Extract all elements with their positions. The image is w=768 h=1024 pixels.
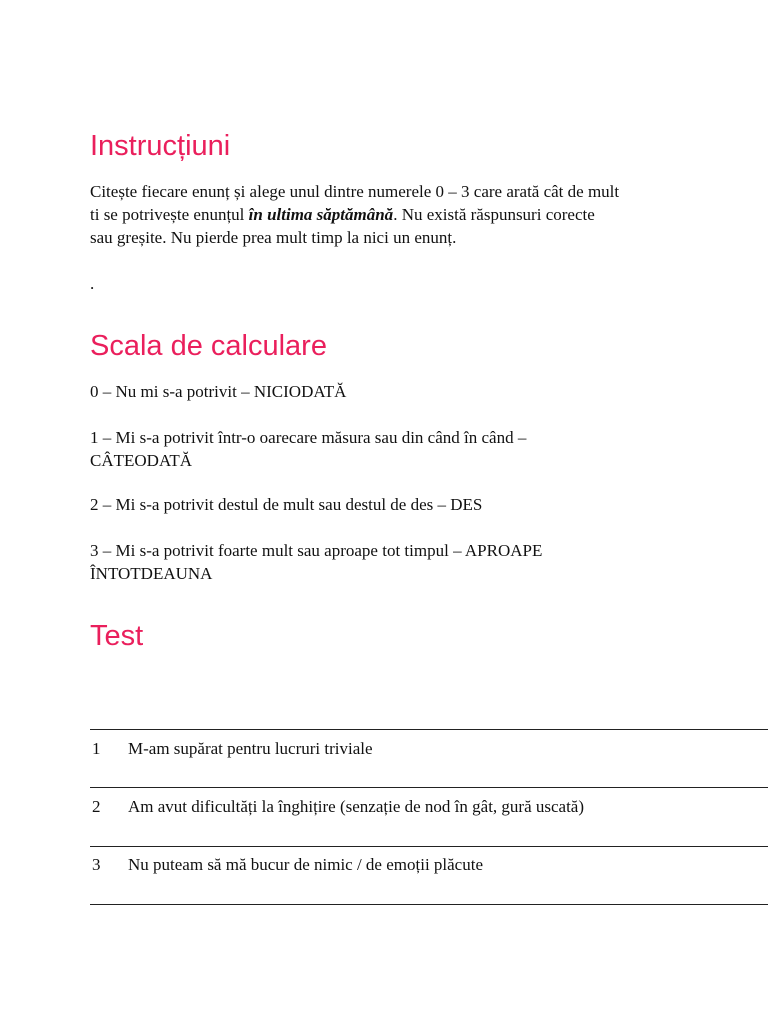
scale-heading: Scala de calculare (90, 330, 327, 362)
instructions-heading: Instrucțiuni (90, 130, 231, 162)
instructions-emphasis: în ultima săptămână (248, 205, 394, 224)
scale-item-2: 2 – Mi s-a potrivit destul de mult sau destul de des – DES (90, 495, 483, 514)
instructions-dot: . (90, 274, 95, 293)
scale-item-3-line-2: ÎNTOTDEAUNA (90, 564, 213, 583)
instructions-line-2-end: . Nu există răspunsuri corecte (393, 205, 595, 224)
table-rule (90, 846, 768, 847)
instructions-line-1: Citește fiecare enunț și alege unul dintre numerele 0 – 3 care arată cât de mult (90, 182, 620, 201)
table-rule (90, 787, 768, 788)
scale-item-0: 0 – Nu mi s-a potrivit – NICIODATĂ (90, 382, 347, 401)
table-rule (90, 729, 768, 730)
row-statement: M-am supărat pentru lucruri triviale (128, 739, 373, 758)
row-number: 2 (92, 797, 101, 816)
instructions-line-2 (90, 203, 595, 226)
scale-item-1-line-1: 1 – Mi s-a potrivit într-o oarecare măsura sau din când în când – (90, 428, 527, 447)
table-rule (90, 904, 768, 905)
instructions-line-2-start: ti se potrivește enunțul (90, 205, 249, 224)
row-statement: Am avut dificultăți la înghițire (senzație de nod în gât, gură uscată) (128, 797, 585, 816)
row-statement: Nu puteam să mă bucur de nimic / de emoții plăcute (128, 855, 483, 874)
scale-item-1-line-2: CÂTEODATĂ (90, 451, 192, 470)
row-number: 1 (92, 739, 101, 758)
scale-item-3-line-1: 3 – Mi s-a potrivit foarte mult sau aproape tot timpul – APROAPE (90, 541, 543, 560)
test-heading: Test (90, 620, 144, 652)
row-number: 3 (92, 855, 101, 874)
instructions-line-3: sau greșite. Nu pierde prea mult timp la nici un enunț. (90, 228, 457, 247)
